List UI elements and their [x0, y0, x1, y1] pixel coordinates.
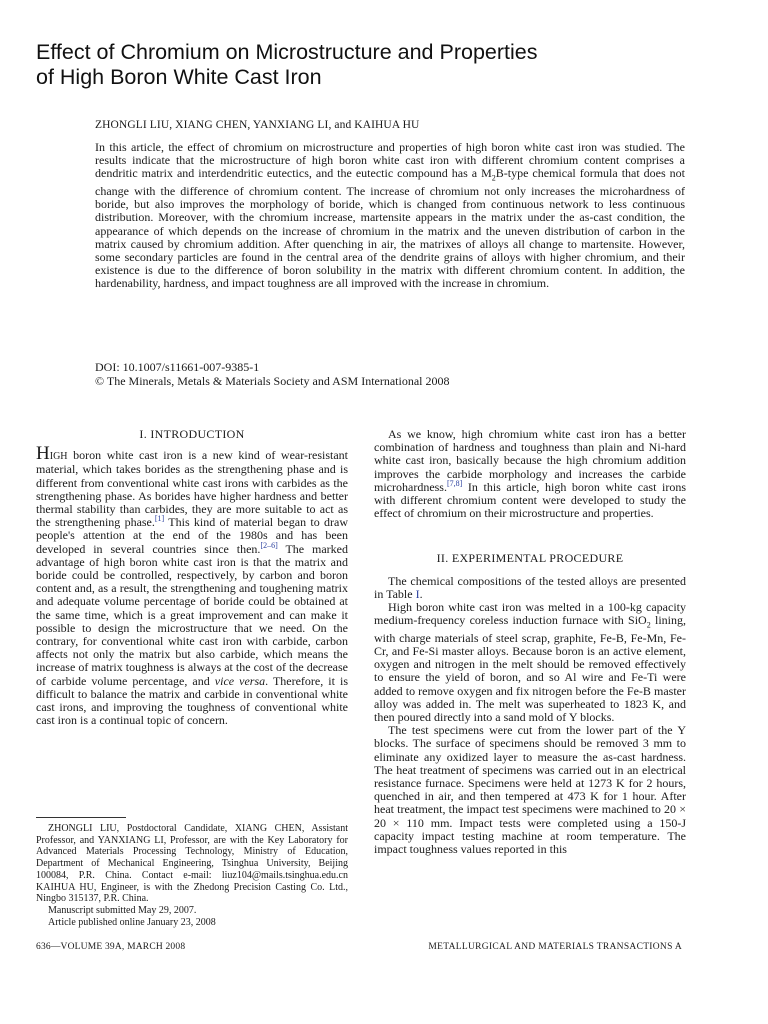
italic-phrase: vice versa: [214, 673, 266, 688]
exp-p2-text-a: High boron white cast iron was melted in a 100-kg capacity medium-frequency coreless induction furnace with SiO: [374, 600, 686, 628]
citation-ref-2-6[interactable]: [2–6]: [260, 540, 278, 550]
exp-p1-text-b: .: [419, 586, 423, 601]
introduction-heading: I. INTRODUCTION: [139, 427, 245, 441]
small-caps-lead: IGH: [49, 451, 68, 463]
citation-ref-7-8[interactable]: [7,8]: [446, 478, 463, 488]
exp-paragraph-3: The test specimens were cut from the lower part of the Y blocks. The surface of specimens should be removed 3 mm to eliminate any oxidized layer to measure the as-cast hardness. The heat treatment of specimens was carried out in an electrical resistance furnace. Specimens were held at 1273 K for 2 hours, quenched in air, and then tempered at 473 K for 1 hour. After heat treatment, the impact test specimens were machined to 20 × 20 × 110 mm. Impact tests were completed using a 150-J capacity impact testing machine at room temperature. The impact toughness values reported in this: [374, 723, 686, 857]
doi[interactable]: DOI: 10.1007/s11661-007-9385-1: [95, 360, 260, 374]
intro-p1-text-b: This kind of material began to draw people's attention at the end of the 1980s and has been developed in several countries since then.: [36, 515, 348, 556]
exp-paragraph-1: [374, 575, 686, 601]
footer-volume: 636—VOLUME 39A, MARCH 2008: [36, 942, 186, 952]
intro-paragraph-2: [374, 428, 686, 520]
citation-ref-1[interactable]: [1]: [154, 514, 165, 524]
exp-paragraph-2: [374, 601, 686, 724]
footnote-divider: [36, 817, 126, 818]
title-line-2: of High Boron White Cast Iron: [36, 65, 322, 89]
intro-p2-text-a: As we know, high chromium white cast iron has a better combination of hardness and toughness than plain and Ni-hard white cast iron, basically because the high chromium addition improves the carbide morphology and increases the carbide microhardness.: [374, 427, 686, 494]
exp-p1-text-a: The chemical compositions of the tested alloys are presented in Table: [374, 573, 686, 601]
published-online: Article published online January 23, 2008: [48, 916, 216, 928]
drop-cap: H: [36, 443, 50, 465]
intro-p1-text-c: The marked advantage of high boron white cast iron is that the matrix and boride could be controlled, respectively, by carbon and boron content and, as a result, the strengthening and toughening matrix and adequate volume percentage of boride could be obtained at the same time, which is a great improvement and can make it possible to design the microstructure that we need. On the contrary, for conventional white cast iron with carbide, carbon affects not only the matrix but also carbide, which means the increase of matrix toughness is always at the cost of the decrease of carbide volume percentage, and: [36, 541, 348, 688]
abstract: [95, 141, 685, 291]
article-title: [36, 40, 736, 90]
intro-p1-text-a: boron white cast iron is a new kind of wear-resistant material, which takes borides as the strengthening phase and is different from conventional white cast irons with carbides as the strengthening phase. As borides have higher hardness and better thermal stability than carbides, they are more suitable to act as the strengthening phase.: [36, 448, 348, 530]
abstract-subscript: 2: [491, 173, 496, 183]
left-column: [36, 428, 348, 727]
footnote-affiliations: ZHONGLI LIU, Postdoctoral Candidate, XIANG CHEN, Assistant Professor, and YANXIANG LI, Professor, are with the Key Laboratory for Advanced Materials Processing Technology, Ministry of Education, Department of Mechanical Engineering, Tsinghua University, Beijing 100084, P.R. China. Contact e-mail: liuz104@mails.tsinghua.edu.cn KAIHUA HU, Engineer, is with the Zhedong Precision Casting Co. Ltd., Ningbo 315137, P.R. China.: [36, 823, 348, 905]
copyright-notice: © The Minerals, Metals & Materials Society and ASM International 2008: [95, 374, 450, 388]
author-list: ZHONGLI LIU, XIANG CHEN, YANXIANG LI, and KAIHUA HU: [95, 119, 420, 131]
abstract-part-1: In this article, the effect of chromium on microstructure and properties of high boron white cast iron was studied. The results indicate that the microstructure of high boron white cast iron with different chromium content comprises a dendritic matrix and interdendritic eutectics, and the eutectic compound has a M: [95, 140, 685, 181]
intro-p2-text-b: In this article, high boron white cast irons with different chromium content were developed to study the effect of chromium on their microstructure and properties.: [374, 479, 686, 521]
intro-paragraph-1: [36, 443, 348, 728]
exp-p2-text-b: lining, with charge materials of steel scrap, graphite, Fe-B, Fe-Mn, Fe-Cr, and Fe-Si master alloys. Because boron is an active element, oxygen and nitrogen in the melt should be removed effectively to ensure the yield of boron, and so Al wire and Fe-Ti were added to remove oxygen and fix nitrogen before the Fe-B master alloy was added in. The melt was superheated to 1823 K, and then poured directly into a sand mold of Y blocks.: [374, 613, 686, 725]
experimental-heading: II. EXPERIMENTAL PROCEDURE: [436, 551, 624, 566]
author-footnote: [36, 823, 348, 928]
manuscript-submitted: Manuscript submitted May 29, 2007.: [48, 904, 197, 916]
intro-p1-text-d: . Therefore, it is difficult to balance the matrix and carbide in conventional white cast irons, and improving the toughness of conventional white cast iron is a continual topic of concern.: [36, 673, 348, 728]
title-line-1: Effect of Chromium on Microstructure and Properties: [36, 40, 538, 64]
footer-journal: METALLURGICAL AND MATERIALS TRANSACTIONS A: [428, 942, 682, 952]
sio2-subscript: 2: [646, 620, 651, 630]
table-1-link[interactable]: I: [415, 586, 420, 601]
abstract-part-2: B-type chemical formula that does not change with the difference of chromium content. The increase of chromium not only increases the microhardness of boride, but also improves the morphology of boride, which is changed from continuous network to less continuous distribution. Moreover, with the chromium increase, martensite appears in the matrix under the as-cast condition, the appearance of which depends on the increase of chromium in the matrix and the uneven distribution of carbon in the matrix caused by chromium addition. After quenching in air, the matrixes of alloys all change to martensite. However, some secondary particles are found in the central area of the dendrite grains of alloys with higher chromium, and their existence is due to the difference of boron solubility in the matrix with different chromium content. In addition, the hardenability, hardness, and impact toughness are all improved with the increase in chromium.: [95, 166, 685, 291]
right-column: [374, 428, 686, 856]
